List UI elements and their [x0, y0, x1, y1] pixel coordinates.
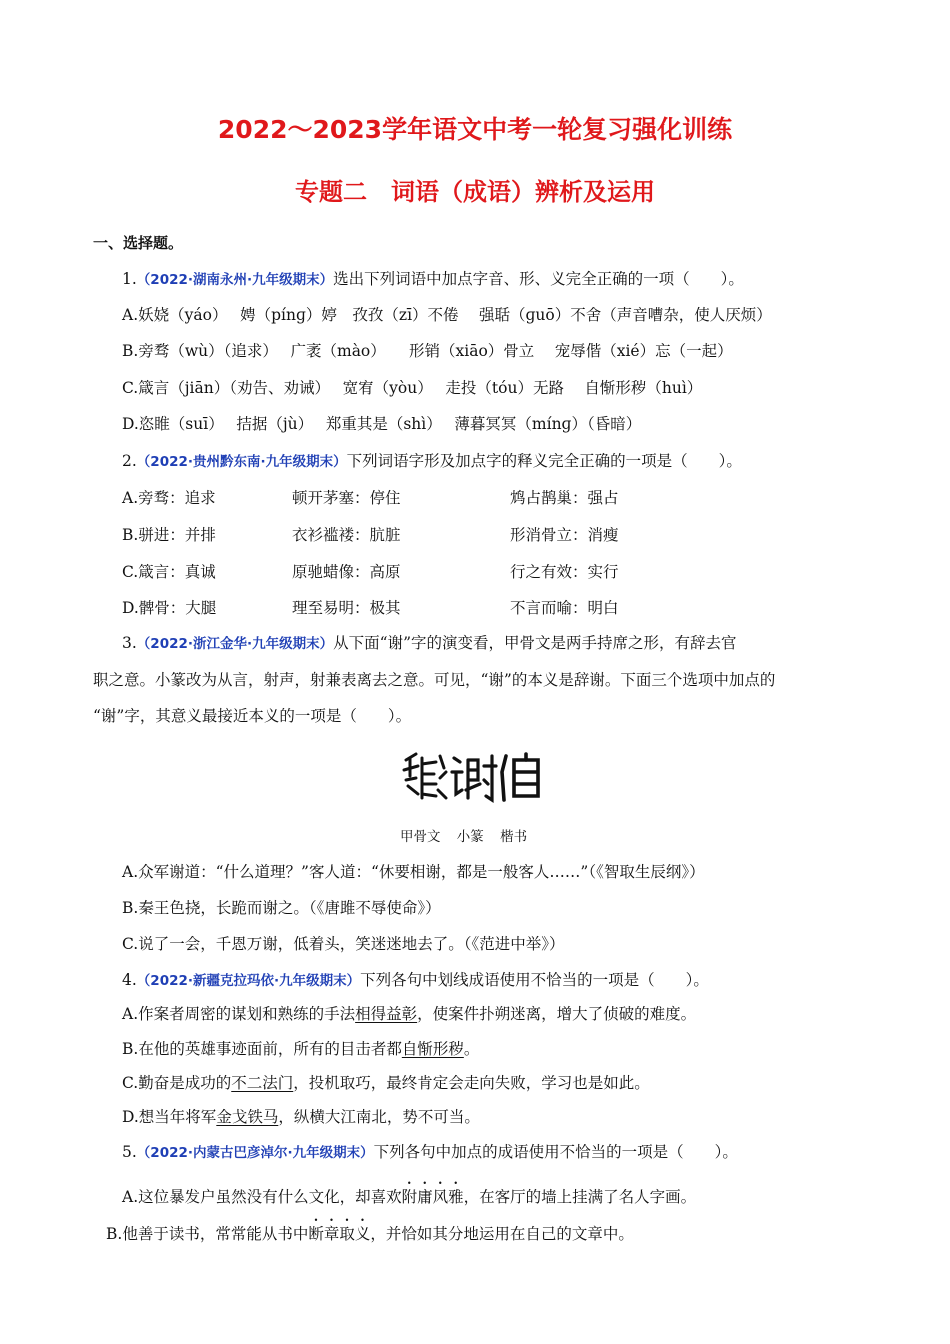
option-text: 。: [463, 1040, 480, 1058]
question-number: 1.: [122, 270, 137, 288]
dotted-idiom: 断章取义: [308, 1225, 371, 1243]
page-subtitle: 专题二 词语（成语）辨析及运用: [295, 178, 655, 206]
question-source: （2022·内蒙古巴彦淖尔·九年级期末）: [136, 1145, 374, 1161]
q2-row-c-col-2: 原驰蜡像：高原: [292, 563, 401, 581]
q4-option-b: [122, 1038, 479, 1060]
q5-option-a: [122, 1179, 696, 1208]
question-3-stem-line-2: 职之意。小篆改为从言，射声，射兼表离去之意。可见，“谢”的本义是辞谢。下面三个选项中加点的: [93, 671, 776, 689]
question-number: 3.: [122, 634, 137, 652]
page-title: 2022～2023学年语文中考一轮复习强化训练: [217, 115, 733, 144]
oracle-bone-glyph: [404, 754, 446, 798]
question-text: 下列各句中划线成语使用不恰当的一项是（ ）。: [360, 971, 709, 989]
q2-row-a-col-1: A.旁骛：追求: [122, 489, 216, 507]
question-4-stem: [122, 969, 709, 992]
question-number: 4.: [122, 971, 137, 989]
question-text: 下列各句中加点的成语使用不恰当的一项是（ ）。: [373, 1143, 738, 1161]
option-text: ，使案件扑朔迷离，增大了侦破的难度。: [417, 1005, 697, 1023]
q2-row-d-col-3: 不言而喻：明白: [510, 599, 619, 617]
question-2-stem: [122, 450, 742, 473]
option-text: B.在他的英雄事迹面前，所有的目击者都: [122, 1040, 402, 1058]
xie-character-evolution-image: [400, 750, 550, 806]
q1-option-a: A.妖娆（yáo） 娉（pínɡ）婷 孜孜（zī）不倦 强聒（ɡuō）不舍（声音嘈杂，使人厌烦）: [122, 306, 772, 324]
section-heading: 一、选择题。: [93, 234, 184, 252]
question-text: 下列词语字形及加点字的释义完全正确的一项是（ ）。: [346, 452, 742, 470]
q2-row-d-col-1: D.髀骨：大腿: [122, 599, 217, 617]
question-source: （2022·贵州黔东南·九年级期末）: [136, 454, 347, 470]
glyph-caption: 甲骨文 小篆 楷书: [400, 829, 528, 845]
option-text: A.这位暴发户虽然没有什么文化，却喜欢: [122, 1188, 402, 1206]
q5-option-b: [106, 1216, 634, 1245]
q2-row-d-col-2: 理至易明：极其: [292, 599, 401, 617]
question-1-stem: [122, 268, 744, 291]
q4-option-d: [122, 1106, 480, 1128]
question-text: 从下面“谢”字的演变看，甲骨文是两手持席之形，有辞去官: [333, 634, 737, 652]
underlined-idiom: 自惭形秽: [401, 1040, 464, 1058]
regular-script-glyph: [502, 754, 538, 800]
question-5-stem: [122, 1141, 738, 1164]
dotted-idiom: 附庸风雅: [401, 1188, 464, 1206]
q2-row-b-col-1: B.骈进：并排: [122, 526, 216, 544]
question-text: 选出下列词语中加点字音、形、义完全正确的一项（ ）。: [333, 270, 744, 288]
underlined-idiom: 不二法门: [231, 1074, 294, 1092]
q3-option-c: C.说了一会，千恩万谢，低着头，笑迷迷地去了。（《范进中举》）: [122, 935, 565, 953]
q4-option-a: [122, 1003, 696, 1025]
q2-row-b-col-2: 衣衫褴褛：肮脏: [292, 526, 401, 544]
q2-row-c-col-1: C.箴言：真诚: [122, 563, 216, 581]
question-source: （2022·湖南永州·九年级期末）: [136, 272, 334, 288]
option-text: ，纵横大江南北，势不可当。: [278, 1108, 480, 1126]
question-3-stem: [122, 632, 737, 655]
option-text: C.勤奋是成功的: [122, 1074, 232, 1092]
option-text: ，在客厅的墙上挂满了名人字画。: [463, 1188, 697, 1206]
option-text: ，投机取巧，最终肯定会走向失败，学习也是如此。: [293, 1074, 650, 1092]
underlined-idiom: 相得益彰: [355, 1005, 418, 1023]
q1-option-b: B.旁骛（wù）（追求） 广袤（mào） 形销（xiāo）骨立 宠辱偕（xié）忘（一起）: [122, 342, 733, 360]
q2-row-c-col-3: 行之有效：实行: [510, 563, 619, 581]
question-source: （2022·新疆克拉玛依·九年级期末）: [136, 973, 361, 989]
q3-option-b: B.秦王色挠，长跪而谢之。（《唐雎不辱使命》）: [122, 899, 441, 917]
q3-option-a: A.众军谢道：“什么道理？”客人道：“休要相谢，都是一般客人……”（《智取生辰纲》）: [122, 863, 705, 881]
question-3-stem-line-3: “谢”字，其意义最接近本义的一项是（ ）。: [93, 707, 412, 725]
option-text: A.作案者周密的谋划和熟练的手法: [122, 1005, 356, 1023]
small-seal-glyph: [452, 756, 496, 800]
option-text: D.想当年将军: [122, 1108, 217, 1126]
q2-row-b-col-3: 形消骨立：消瘦: [510, 526, 619, 544]
q1-option-c: C.箴言（jiān）（劝告、劝诫） 宽宥（yòu） 走投（tóu）无路 自惭形秽（huì）: [122, 379, 703, 397]
question-number: 5.: [122, 1143, 137, 1161]
option-text: B.他善于读书，常常能从书中: [106, 1225, 309, 1243]
q2-row-a-col-2: 顿开茅塞：停住: [292, 489, 401, 507]
q4-option-c: [122, 1072, 650, 1094]
q1-option-d: D.恣睢（suī） 拮据（jù） 郑重其是（shì） 薄暮冥冥（mínɡ）（昏暗）: [122, 415, 642, 433]
question-source: （2022·浙江金华·九年级期末）: [136, 636, 334, 652]
q2-row-a-col-3: 鸩占鹊巢：强占: [510, 489, 619, 507]
question-number: 2.: [122, 452, 137, 470]
option-text: ，并恰如其分地运用在自己的文章中。: [370, 1225, 634, 1243]
underlined-idiom: 金戈铁马: [216, 1108, 279, 1126]
